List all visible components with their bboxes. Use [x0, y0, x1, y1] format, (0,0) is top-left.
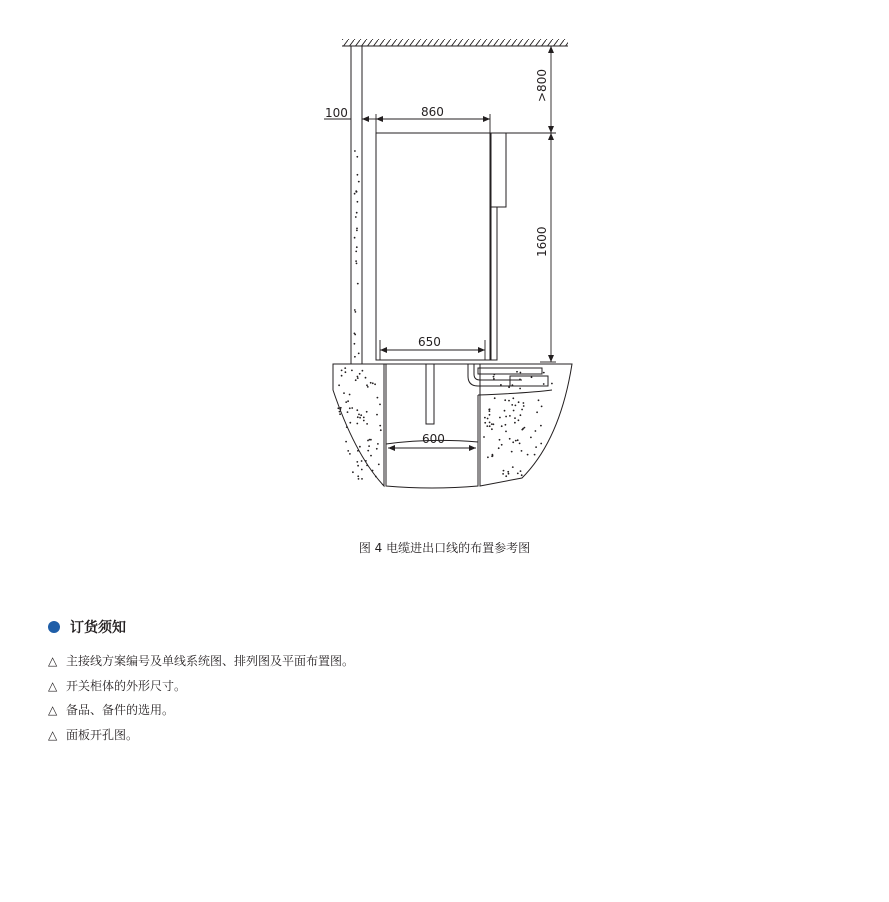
- ordering-notes-list: [48, 652, 354, 750]
- list-item-text: 备品、备件的选用。: [66, 703, 175, 717]
- wall-fill-dots: [354, 150, 360, 358]
- switchgear-cabinet: [376, 133, 506, 360]
- triangle-icon: △: [48, 703, 58, 717]
- foundation: [333, 364, 572, 488]
- dim-wall-offset: 100: [325, 106, 348, 120]
- triangle-icon: △: [48, 727, 58, 742]
- list-item-text: 面板开孔图。: [66, 727, 139, 742]
- dim-base-width: 650: [418, 335, 441, 349]
- list-item: [48, 726, 354, 751]
- bullet-dot-icon: [48, 621, 60, 633]
- figure-caption: 图 4 电缆进出口线的布置参考图: [358, 541, 531, 555]
- dim-trench-width: 600: [422, 432, 445, 446]
- triangle-icon: △: [48, 654, 58, 668]
- list-item-text: 开关柜体的外形尺寸。: [66, 678, 187, 693]
- ceiling: [342, 39, 568, 46]
- list-item: [48, 652, 354, 677]
- list-item-text: 主接线方案编号及单线系统图、排列图及平面布置图。: [66, 654, 355, 668]
- dim-ceiling-clearance: >800: [535, 69, 549, 102]
- list-item: [48, 701, 354, 726]
- triangle-icon: △: [48, 678, 58, 693]
- section-title: 订货须知: [70, 620, 126, 636]
- list-item: [48, 677, 354, 702]
- wall: [351, 46, 362, 368]
- ordering-section-header: [48, 617, 126, 637]
- dim-cabinet-depth: 860: [421, 105, 444, 119]
- dim-cabinet-height: 1600: [535, 226, 549, 257]
